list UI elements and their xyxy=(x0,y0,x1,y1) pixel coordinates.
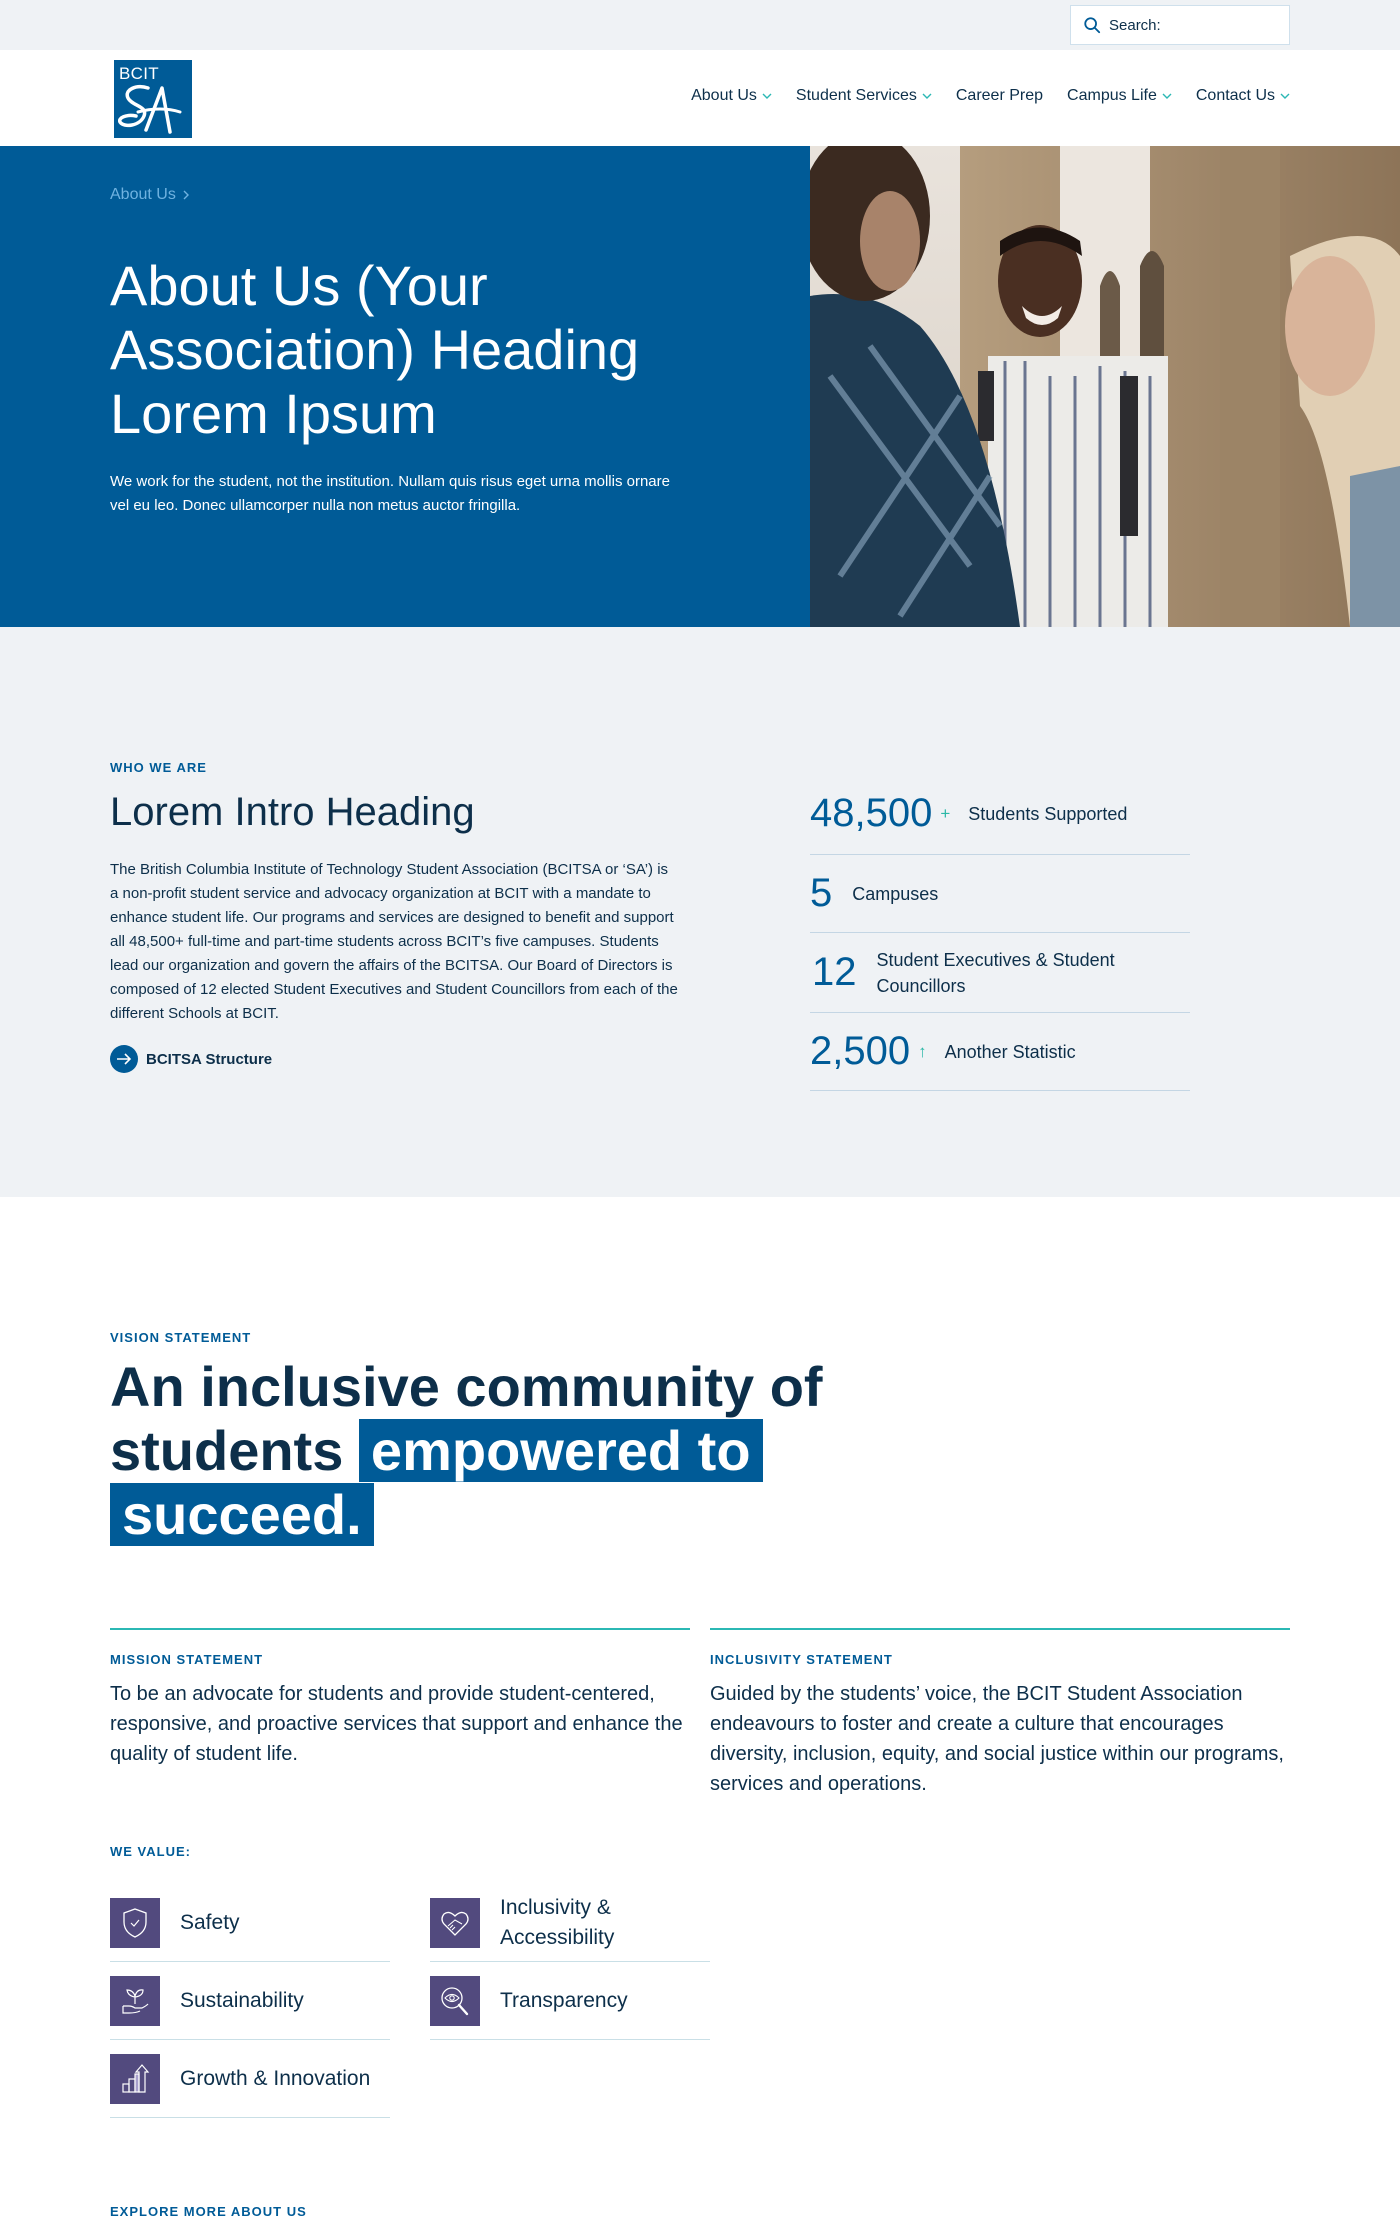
mission-eyebrow: MISSION STATEMENT xyxy=(110,1652,264,1667)
inclusivity-statement xyxy=(710,1628,1290,1799)
mission-text: To be an advocate for students and provide student-centered, responsive, and proactive services that support and enhance the quality of student life. xyxy=(110,1683,683,1765)
stat-value: 12 xyxy=(812,950,857,994)
stat-label: Students Supported xyxy=(968,803,1128,824)
value-label: Growth & Innovation xyxy=(180,2066,371,2090)
nav-item-campus-life[interactable] xyxy=(1067,87,1172,105)
chevron-right-icon xyxy=(182,189,190,201)
value-label: Transparency xyxy=(500,1988,628,2012)
plus-icon: + xyxy=(940,803,951,823)
search-input[interactable] xyxy=(1109,17,1279,34)
chevron-down-icon xyxy=(922,91,932,101)
stat-label: Campuses xyxy=(852,883,939,904)
stat-label: Student Executives & Student Councillors xyxy=(876,949,1115,996)
stats-list xyxy=(810,777,1190,1091)
vision-text-highlight: empowered to succeed. xyxy=(110,1419,763,1546)
value-item-transparency xyxy=(430,1962,710,2040)
search-box[interactable] xyxy=(1070,5,1290,45)
utility-bar xyxy=(0,0,1400,50)
chevron-down-icon xyxy=(762,91,772,101)
bcitsa-structure-link[interactable] xyxy=(110,1045,272,1073)
stat-value: 2,500 xyxy=(810,1029,911,1073)
values-list xyxy=(110,1884,710,2118)
value-item-safety xyxy=(110,1884,390,1962)
chevron-down-icon xyxy=(1280,91,1290,101)
stat-value: 48,500 xyxy=(810,791,933,835)
nav-label: Student Services xyxy=(795,87,917,104)
main-nav xyxy=(691,87,1290,105)
hero-photo-students xyxy=(810,146,1400,627)
nav-item-contact-us[interactable] xyxy=(1196,87,1290,105)
who-we-are-section xyxy=(0,627,1400,1197)
inclusivity-text: Guided by the students’ voice, the BCIT Student Association endeavours to foster and create a culture that encourages diversity, inclusion, equity, and social justice within our programs, services and operations. xyxy=(710,1683,1284,1795)
eye-magnifier-icon xyxy=(430,1976,480,2026)
chevron-down-icon xyxy=(1162,91,1172,101)
logo-text: BCIT xyxy=(119,64,159,83)
who-body: The British Columbia Institute of Technology Student Association (BCITSA or ‘SA’) is a non-profit student service and advocacy organization at BCIT with a mandate to enhance student life. Our programs and services are designed to benefit and support all 48,500+ full-time and part-time students across BCIT’s five campuses. Students lead our organization and govern the affairs of the BCITSA. Our Board of Directors is composed of 12 elected Student Executives and Student Councillors from each of the different Schools at BCIT. xyxy=(110,861,678,1022)
value-item-sustainability xyxy=(110,1962,390,2040)
bcitsa-structure-label: BCITSA Structure xyxy=(146,1050,273,1068)
value-label: Sustainability xyxy=(180,1988,304,2012)
site-header xyxy=(0,50,1400,146)
breadcrumb-link-about-us[interactable]: About Us xyxy=(110,186,176,203)
search-icon xyxy=(1083,16,1101,34)
inclusivity-eyebrow: INCLUSIVITY STATEMENT xyxy=(710,1652,893,1667)
who-title: Lorem Intro Heading xyxy=(110,790,475,834)
vision-statement xyxy=(110,1355,830,1547)
vision-eyebrow: VISION STATEMENT xyxy=(110,1330,252,1345)
mission-statement xyxy=(110,1628,690,1769)
stat-item xyxy=(810,855,1190,933)
nav-item-student-services[interactable] xyxy=(796,87,932,105)
values-eyebrow: WE VALUE: xyxy=(110,1844,191,1859)
hero-section xyxy=(0,146,1400,627)
growth-chart-icon xyxy=(110,2054,160,2104)
breadcrumb xyxy=(110,186,190,204)
arrow-up-icon: ↑ xyxy=(918,1041,927,1061)
nav-label: About Us xyxy=(691,87,757,104)
hero-description: We work for the student, not the institution. Nullam quis risus eget urna mollis ornare vel eu leo. Donec ullamcorper nulla non metus auctor fringilla. xyxy=(110,473,670,514)
arrow-right-icon xyxy=(110,1045,138,1073)
shield-check-icon xyxy=(110,1898,160,1948)
explore-eyebrow: EXPLORE MORE ABOUT US xyxy=(110,2204,307,2219)
stat-item xyxy=(810,777,1190,855)
logo-sa-script xyxy=(118,82,188,136)
nav-label: Contact Us xyxy=(1195,87,1275,104)
value-label: Safety xyxy=(180,1910,240,1934)
who-eyebrow: WHO WE ARE xyxy=(110,760,207,775)
nav-item-about-us[interactable] xyxy=(691,87,772,105)
bcitsa-logo[interactable] xyxy=(114,60,192,138)
nav-label: Campus Life xyxy=(1067,87,1157,104)
stat-item xyxy=(810,1013,1190,1091)
plant-hand-icon xyxy=(110,1976,160,2026)
stat-value: 5 xyxy=(810,871,833,915)
stat-label: Another Statistic xyxy=(944,1041,1076,1062)
value-item-growth xyxy=(110,2040,390,2118)
page-title: About Us (Your Association) Heading Lorem Ipsum xyxy=(110,254,640,445)
nav-label: Career Prep xyxy=(955,87,1044,104)
stat-item xyxy=(810,933,1190,1013)
heart-handshake-icon xyxy=(430,1898,480,1948)
nav-item-career-prep[interactable] xyxy=(956,87,1043,105)
value-label: Inclusivity & Accessibility xyxy=(500,1895,615,1949)
value-item-inclusivity xyxy=(430,1884,710,1962)
vision-text-plain: An inclusive community of students xyxy=(110,1355,823,1482)
